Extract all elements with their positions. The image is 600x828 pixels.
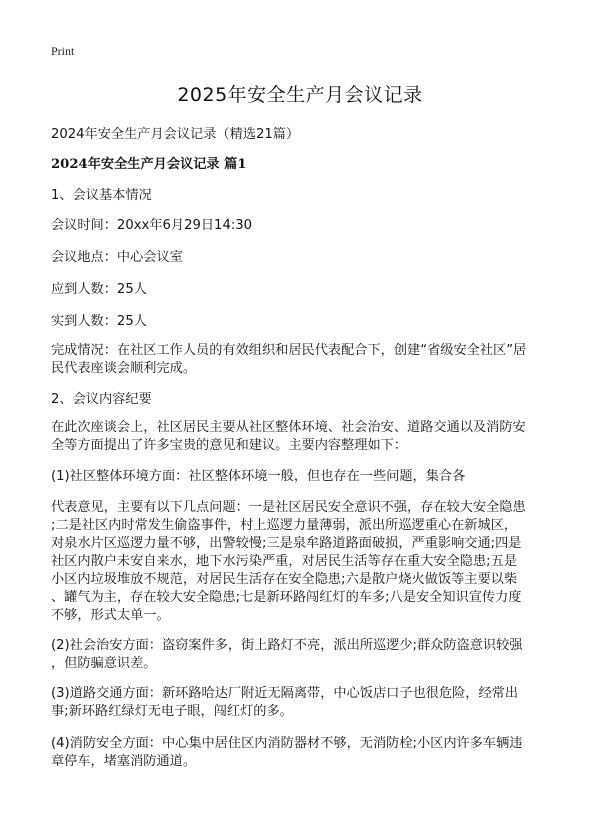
item1-detail-paragraph	[51, 499, 551, 625]
paragraph-line: ;二是社区内时常发生偷盗事件，村上巡逻力量薄弱，派出所巡逻重心在新城区，	[51, 518, 518, 533]
paragraph-line: 代表意见，主要有以下几点问题：一是社区居民安全意识不强，存在较大安全隐患	[51, 500, 526, 515]
item4-paragraph	[51, 735, 551, 771]
expected-attendance: 应到人数：25人	[51, 282, 147, 297]
item1-line: (1)社区整体环境方面：社区整体环境一般，但也存在一些问题，集合各	[51, 469, 466, 484]
document-title: 2025年安全生产月会议记录	[177, 84, 423, 106]
meeting-place: 会议地点：中心会议室	[51, 250, 183, 265]
print-label: Print	[51, 44, 75, 58]
intro-paragraph	[51, 419, 551, 455]
paragraph-line: (3)道路交通方面：新环路哈达厂附近无隔离带，中心饭店口子也很危险，经常出	[51, 686, 519, 701]
paragraph-line: 民代表座谈会顺利完成。	[51, 361, 197, 376]
paragraph-line: 小区内垃圾堆放不规范，对居民生活存在安全隐患;六是散户烧火做饭等主要以柴	[51, 572, 518, 587]
meeting-time: 会议时间：20xx年6月29日14:30	[51, 218, 253, 233]
paragraph-line: (4)消防安全方面：中心集中居住区内消防器材不够，无消防栓;小区内许多车辆违	[51, 736, 523, 751]
paragraph-line: (2)社会治安方面：盗窃案件多，街上路灯不亮，派出所巡逻少;群众防盗意识较强	[51, 638, 523, 653]
paragraph-line: 社区内散户未安自来水，地下水污染严重，对居民生活等存在重大安全隐患;五是	[51, 554, 518, 569]
paragraph-line: 完成情况：在社区工作人员的有效组织和居民代表配合下，创建“省级安全社区”居	[51, 343, 527, 358]
actual-attendance: 实到人数：25人	[51, 314, 147, 329]
paragraph-line: 章停车，堵塞消防通道。	[51, 754, 197, 769]
section-heading: 2024年安全生产月会议记录 篇1	[51, 157, 247, 172]
paragraph-line: 在此次座谈会上，社区居民主要从社区整体环境、社会治安、道路交通以及消防安	[51, 420, 526, 435]
item3-paragraph	[51, 685, 551, 721]
content-heading: 2、会议内容纪要	[51, 392, 152, 407]
paragraph-line: 、罐气为主，存在较大安全隐患;七是新环路闯红灯的车多;八是安全知识宣传力度	[51, 590, 522, 605]
paragraph-line: 全等方面提出了许多宝贵的意见和建议。主要内容整理如下：	[51, 438, 408, 453]
document-subtitle: 2024年安全生产月会议记录（精选21篇）	[51, 127, 300, 142]
basic-info-heading: 1、会议基本情况	[51, 188, 152, 203]
paragraph-line: 事;新环路红绿灯无电子眼，闯红灯的多。	[51, 704, 293, 719]
paragraph-line: 对泉水片区巡逻力量不够，出警较慢;三是泉牟路道路面破损，严重影响交通;四是	[51, 536, 522, 551]
completion-paragraph	[51, 342, 551, 378]
paragraph-line: ，但防骗意识差。	[51, 656, 157, 671]
paragraph-line: 不够，形式太单一。	[51, 608, 170, 623]
item2-paragraph	[51, 637, 551, 673]
